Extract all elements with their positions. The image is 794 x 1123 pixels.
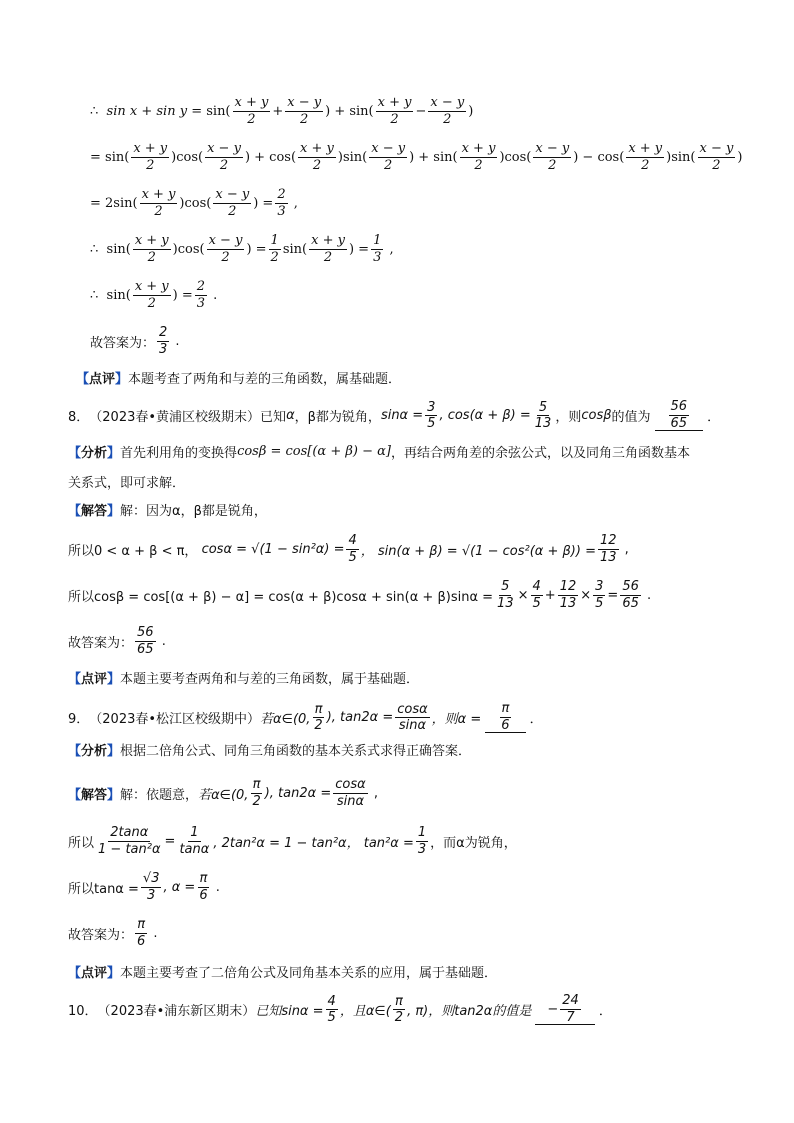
- q7-comment: 【点评】 本题考查了两角和与差的三角函数，属基础题．: [76, 368, 401, 387]
- q9-comment: 【点评】 本题主要考查了二倍角公式及同角基本关系的应用，属于基础题．: [68, 966, 498, 981]
- derivation-line-3: = 2sin( $\frac{x + y}{2}$ )cos( $\frac{x - y}{2}$ ) = $\frac{2}{3}$ ,: [90, 187, 298, 219]
- q7-answer: 故答案为： $\frac{2}{3}$ .: [90, 325, 180, 357]
- q8-solution-2: 所以0 < α + β < π， cosα = √(1 − sin²α) = $\frac{4}{5}$ ， sin(α + β) = √(1 − cos²(α + β)) = $\frac{12}{13}$ ,: [68, 533, 629, 565]
- q9-solution-2: 所以 $\frac{2\tan\alpha}{\text{1 − tan²α}}$ = $\frac{1}{\tan\alpha}$ , 2tan²α = 1 − tan²α， tan²α = $\frac{1}{3}$ ，而α为锐角，: [68, 825, 517, 857]
- q8-solution-3: 所以cosβ = cos[(α + β) − α] = cos(α + β)cosα + sin(α + β)sinα = $\frac{5}{13}$ × $\frac{4}{5}$ + $\frac{12}{13}$ × $\frac{3}{5}$ = $\frac{56}{65}$ .: [68, 579, 652, 611]
- q9-stem: 9． （2023春•松江区校级期中） 若α∈(0, $\frac{\pi}{2}$ ), tan2α = $\frac{\cos\alpha}{\sin\alpha}$ ，则α = $\frac{\pi}{6}$ ．: [68, 701, 543, 734]
- comment-tag: 【点评】: [76, 372, 129, 387]
- q8-comment: 【点评】 本题主要考查两角和与差的三角函数，属于基础题．: [68, 672, 420, 687]
- q8-answer: 故答案为： $\frac{56}{65}$ .: [68, 625, 166, 657]
- derivation-line-2: = sin( $\frac{x + y}{2}$ )cos( $\frac{x - y}{2}$ ) + cos( $\frac{x + y}{2}$ )sin( $\frac{x - y}{2}$ ) + sin( $\frac{x + y}{2}$ )cos( $\frac{x - y}{2}$ ) − cos( $\frac{x + y}{2}$ )sin( $\frac{x - y}{2}$ ): [90, 141, 743, 173]
- q10-answer-blank: − $\frac{24}{7}$: [535, 994, 594, 1025]
- q9-answer: 故答案为： $\frac{\pi}{6}$ .: [68, 917, 158, 949]
- q10-stem: 10． （2023春•浦东新区期末） 已知sinα = $\frac{4}{5}$ ，且α∈( $\frac{\pi}{2}$ , π)，则tan2α的值是 − $\frac{24}{7}$ ．: [68, 993, 612, 1026]
- q9-answer-blank: $\frac{\pi}{6}$: [485, 702, 525, 733]
- q8-analysis-1: 【分析】 首先利用角的变换得 cosβ = cos[(α + β) − α] ，再结合两角差的余弦公式，以及同角三角函数基本: [68, 444, 690, 461]
- q9-solution-1: 【解答】 解：依题意， 若α∈(0, $\frac{\pi}{2}$ ), tan2α = $\frac{\cos\alpha}{\sin\alpha}$ ,: [68, 777, 378, 809]
- q9-solution-3: 所以tanα = $\frac{√3}{3}$ , α = $\frac{\pi}{6}$ .: [68, 871, 220, 903]
- q8-stem: 8． （2023春•黄浦区校级期末） 已知 α ，β都为锐角， sinα = $\frac{3}{5}$ , cos(α + β) = $\frac{5}{13}$ ，则 cosβ 的值为 $\frac{56}{65}$ ．: [68, 399, 721, 432]
- q8-solution-1: 【解答】 解：因为α，β都是锐角，: [68, 504, 267, 519]
- derivation-line-1: ∴ sin x + sin y = sin( $\frac{x + y}{2}$ + $\frac{x - y}{2}$ ) + sin( $\frac{x + y}{2}$ − $\frac{x - y}{2}$ ): [90, 95, 474, 127]
- q8-answer-blank: $\frac{56}{65}$: [655, 400, 704, 431]
- derivation-line-5: ∴ sin( $\frac{x + y}{2}$ ) = $\frac{2}{3}$ .: [90, 279, 218, 311]
- q8-analysis-2: 关系式，即可求解．: [68, 476, 186, 491]
- q9-analysis: 【分析】 根据二倍角公式、同角三角函数的基本关系式求得正确答案．: [68, 744, 472, 759]
- derivation-line-4: ∴ sin( $\frac{x + y}{2}$ )cos( $\frac{x - y}{2}$ ) = $\frac{1}{2}$ sin( $\frac{x + y}{2}$ ) = $\frac{1}{3}$ ,: [90, 233, 394, 265]
